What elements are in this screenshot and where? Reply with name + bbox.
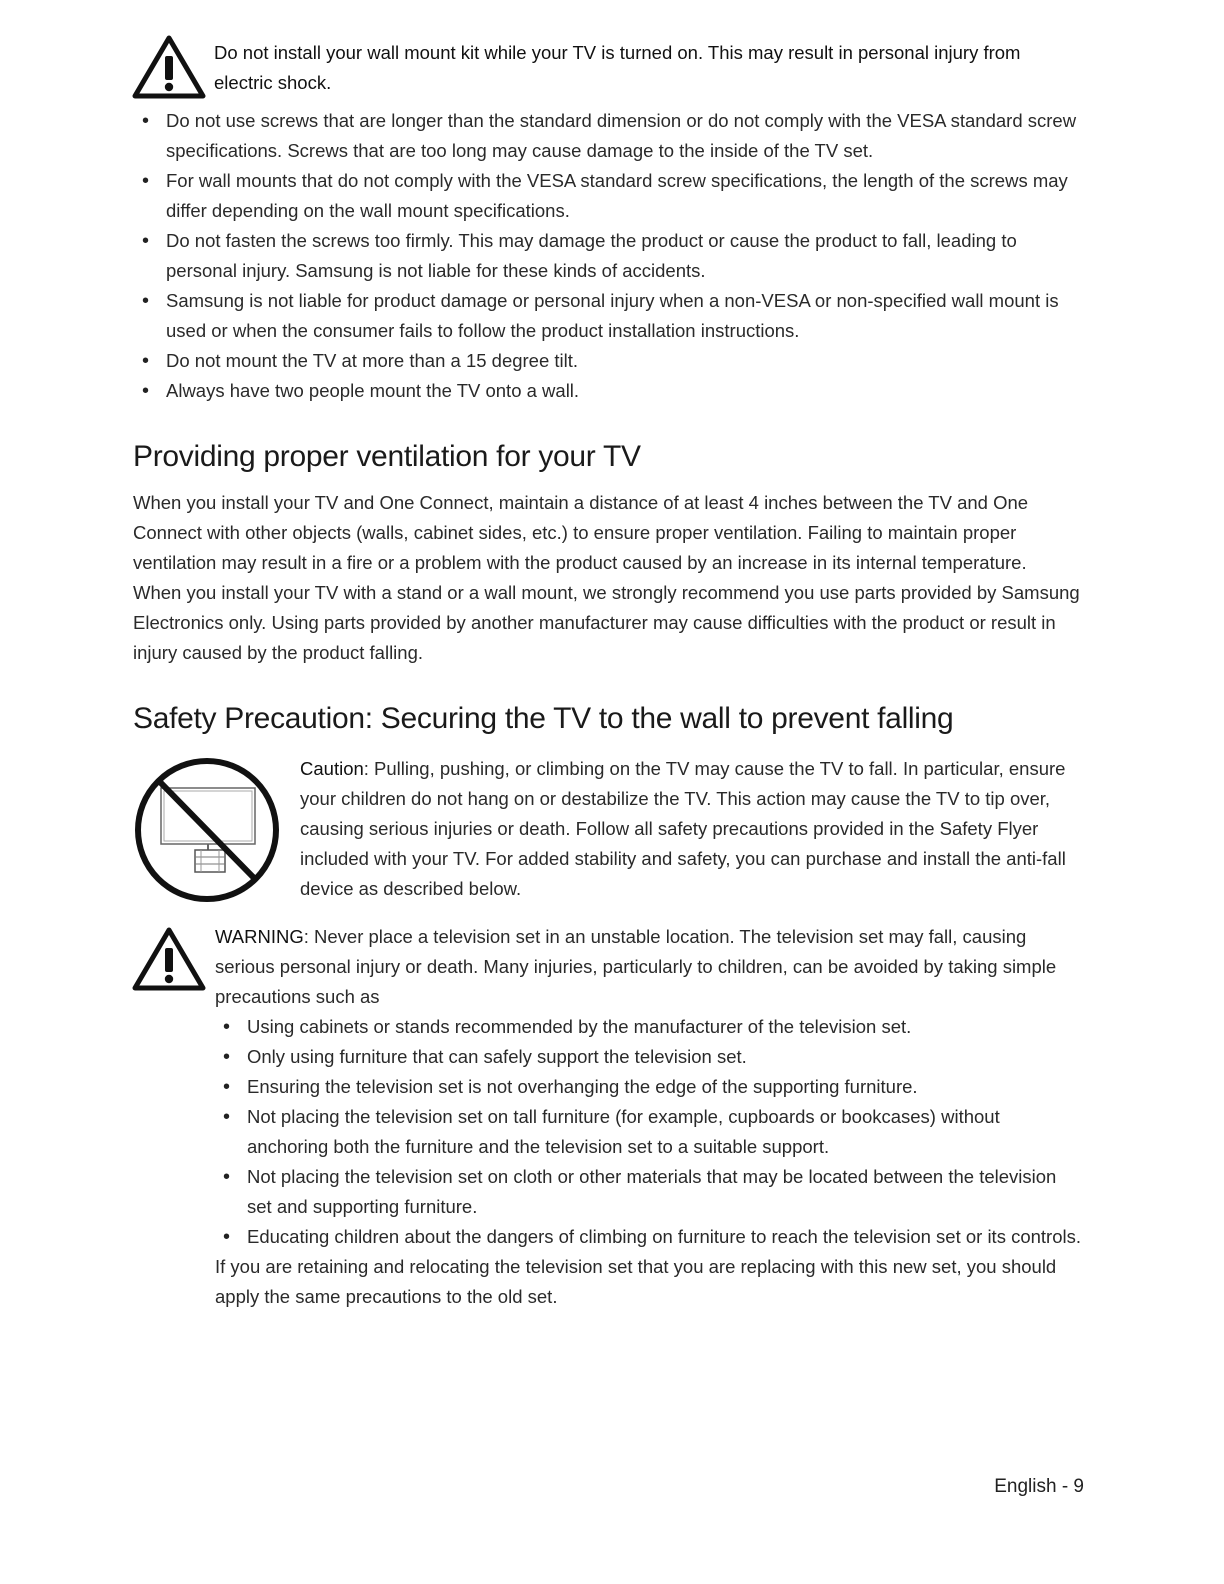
list-item: • Do not fasten the screws too firmly. This may damage the product or cause the product to fall, leading to personal injury. Samsung is not liable for these kinds of accidents.	[134, 226, 1084, 286]
ventilation-body	[133, 488, 1083, 668]
caution-paragraph	[300, 754, 1080, 904]
list-item: • Not placing the television set on cloth or other materials that may be located between the television set and supporting furniture.	[215, 1162, 1085, 1222]
list-item: • Samsung is not liable for product damage or personal injury when a non-VESA or non-specified wall mount is used or when the consumer fails to follow the product installation instructions.	[134, 286, 1084, 346]
list-item: • Do not mount the TV at more than a 15 degree tilt.	[134, 346, 1084, 376]
no-climbing-tv-icon	[133, 752, 281, 908]
caution-label: Caution	[300, 758, 364, 779]
list-item: • Do not use screws that are longer than the standard dimension or do not comply with the VESA standard screw specifications. Screws that are too long may cause damage to the inside of the TV set.	[134, 106, 1084, 166]
top-warning-text: Do not install your wall mount kit while your TV is turned on. This may result in personal injury from electric shock.	[214, 42, 1021, 93]
list-item: • Not placing the television set on tall furniture (for example, cupboards or bookcases) without anchoring both the furniture and the television set to a suitable support.	[215, 1102, 1085, 1162]
warning-paragraph	[215, 922, 1085, 1012]
caution-text: : Pulling, pushing, or climbing on the TV may cause the TV to fall. In particular, ensure your children do not hang on or destabilize the TV. This action may cause the TV to tip over, causing serious injuries or death. Follow all safety precautions provided in the Safety Flyer included with your TV. For added stability and safety, you can purchase and install the anti-fall device as described below.	[300, 758, 1066, 899]
list-item: • For wall mounts that do not comply with the VESA standard screw specifications, the length of the screws may differ depending on the wall mount specifications.	[134, 166, 1084, 226]
warning-triangle-icon	[132, 926, 206, 992]
list-item: • Ensuring the television set is not overhanging the edge of the supporting furniture.	[215, 1072, 1085, 1102]
warning-text: : Never place a television set in an unstable location. The television set may fall, causing serious personal injury or death. Many injuries, particularly to children, can be avoided by taking simple precautions such as	[215, 926, 1057, 1007]
list-item: • Using cabinets or stands recommended by the manufacturer of the television set.	[215, 1012, 1085, 1042]
list-item: • Always have two people mount the TV onto a wall.	[134, 376, 1084, 406]
relocation-paragraph: If you are retaining and relocating the television set that you are replacing with this new set, you should apply the same precautions to the old set.	[215, 1256, 1057, 1307]
list-item: • Educating children about the dangers of climbing on furniture to reach the television set or its controls.	[215, 1222, 1085, 1252]
ventilation-heading: Providing proper ventilation for your TV	[133, 440, 641, 473]
list-item: • Only using furniture that can safely support the television set.	[215, 1042, 1085, 1072]
warning-label: WARNING	[215, 926, 304, 947]
warning-triangle-icon	[132, 34, 206, 100]
page-number: English - 9	[994, 1476, 1084, 1497]
precautions-list	[215, 1012, 1085, 1252]
ventilation-paragraph-2: When you install your TV with a stand or a wall mount, we strongly recommend you use parts provided by Samsung Electronics only. Using parts provided by another manufacturer may cause difficulties with the product or result in injury caused by the product falling.	[133, 582, 1080, 663]
ventilation-paragraph-1: When you install your TV and One Connect, maintain a distance of at least 4 inches between the TV and One Connect with other objects (walls, cabinet sides, etc.) to ensure proper ventilation. Failing to maintain proper ventilation may result in a fire or a problem with the product caused by an increase in its internal temperature.	[133, 492, 1029, 573]
safety-heading: Safety Precaution: Securing the TV to the wall to prevent falling	[133, 702, 954, 735]
mount-bullet-list	[134, 106, 1084, 406]
